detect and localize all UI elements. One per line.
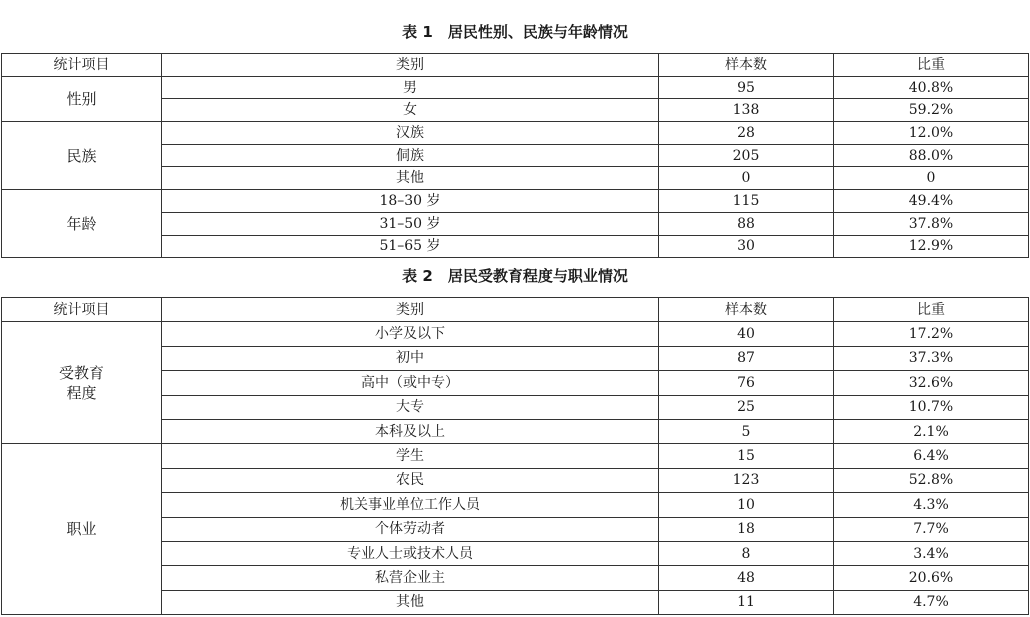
table-row [2, 190, 1029, 213]
category-cell: 农民 [162, 468, 659, 492]
sample-count-cell: 88 [659, 212, 834, 235]
category-cell: 机关事业单位工作人员 [162, 493, 659, 517]
column-header: 类别 [162, 54, 659, 77]
proportion-cell: 12.0% [834, 122, 1029, 145]
category-cell: 学生 [162, 444, 659, 468]
table-row [2, 322, 1029, 346]
proportion-cell: 40.8% [834, 76, 1029, 99]
sample-count-cell: 0 [659, 167, 834, 190]
proportion-cell: 3.4% [834, 541, 1029, 565]
proportion-cell: 52.8% [834, 468, 1029, 492]
group-label-cell: 年龄 [2, 190, 162, 258]
category-cell: 男 [162, 76, 659, 99]
header-row [2, 298, 1029, 322]
category-cell: 31–50 岁 [162, 212, 659, 235]
sample-count-cell: 95 [659, 76, 834, 99]
sample-count-cell: 5 [659, 419, 834, 443]
proportion-cell: 17.2% [834, 322, 1029, 346]
column-header: 样本数 [659, 298, 834, 322]
sample-count-cell: 123 [659, 468, 834, 492]
proportion-cell: 10.7% [834, 395, 1029, 419]
proportion-cell: 0 [834, 167, 1029, 190]
column-header: 统计项目 [2, 54, 162, 77]
column-header: 比重 [834, 54, 1029, 77]
sample-count-cell: 40 [659, 322, 834, 346]
table1-caption: 表 1 居民性别、民族与年龄情况 [402, 23, 628, 41]
proportion-cell: 88.0% [834, 144, 1029, 167]
sample-count-cell: 76 [659, 371, 834, 395]
sample-count-cell: 48 [659, 566, 834, 590]
sample-count-cell: 205 [659, 144, 834, 167]
column-header: 比重 [834, 298, 1029, 322]
category-cell: 侗族 [162, 144, 659, 167]
proportion-cell: 12.9% [834, 235, 1029, 258]
column-header: 统计项目 [2, 298, 162, 322]
category-cell: 18–30 岁 [162, 190, 659, 213]
sample-count-cell: 30 [659, 235, 834, 258]
column-header: 样本数 [659, 54, 834, 77]
column-header: 类别 [162, 298, 659, 322]
category-cell: 女 [162, 99, 659, 122]
sample-count-cell: 138 [659, 99, 834, 122]
category-cell: 专业人士或技术人员 [162, 541, 659, 565]
group-label-cell: 受教育 程度 [2, 322, 162, 444]
category-cell: 高中（或中专） [162, 371, 659, 395]
category-cell: 本科及以上 [162, 419, 659, 443]
category-cell: 其他 [162, 590, 659, 614]
proportion-cell: 37.3% [834, 346, 1029, 370]
proportion-cell: 4.3% [834, 493, 1029, 517]
group-label-cell: 职业 [2, 444, 162, 615]
proportion-cell: 2.1% [834, 419, 1029, 443]
category-cell: 个体劳动者 [162, 517, 659, 541]
table1 [1, 53, 1029, 258]
table2-caption: 表 2 居民受教育程度与职业情况 [402, 267, 628, 285]
sample-count-cell: 87 [659, 346, 834, 370]
sample-count-cell: 10 [659, 493, 834, 517]
table-row [2, 122, 1029, 145]
sample-count-cell: 115 [659, 190, 834, 213]
sample-count-cell: 28 [659, 122, 834, 145]
category-cell: 初中 [162, 346, 659, 370]
category-cell: 其他 [162, 167, 659, 190]
category-cell: 汉族 [162, 122, 659, 145]
group-label-cell: 民族 [2, 122, 162, 190]
proportion-cell: 4.7% [834, 590, 1029, 614]
category-cell: 私营企业主 [162, 566, 659, 590]
proportion-cell: 20.6% [834, 566, 1029, 590]
proportion-cell: 7.7% [834, 517, 1029, 541]
category-cell: 51–65 岁 [162, 235, 659, 258]
table-row [2, 444, 1029, 468]
sample-count-cell: 11 [659, 590, 834, 614]
proportion-cell: 37.8% [834, 212, 1029, 235]
sample-count-cell: 25 [659, 395, 834, 419]
header-row [2, 54, 1029, 77]
table-row [2, 76, 1029, 99]
proportion-cell: 59.2% [834, 99, 1029, 122]
sample-count-cell: 8 [659, 541, 834, 565]
table2 [1, 297, 1029, 615]
category-cell: 小学及以下 [162, 322, 659, 346]
proportion-cell: 32.6% [834, 371, 1029, 395]
sample-count-cell: 15 [659, 444, 834, 468]
proportion-cell: 6.4% [834, 444, 1029, 468]
group-label-cell: 性别 [2, 76, 162, 121]
sample-count-cell: 18 [659, 517, 834, 541]
proportion-cell: 49.4% [834, 190, 1029, 213]
category-cell: 大专 [162, 395, 659, 419]
